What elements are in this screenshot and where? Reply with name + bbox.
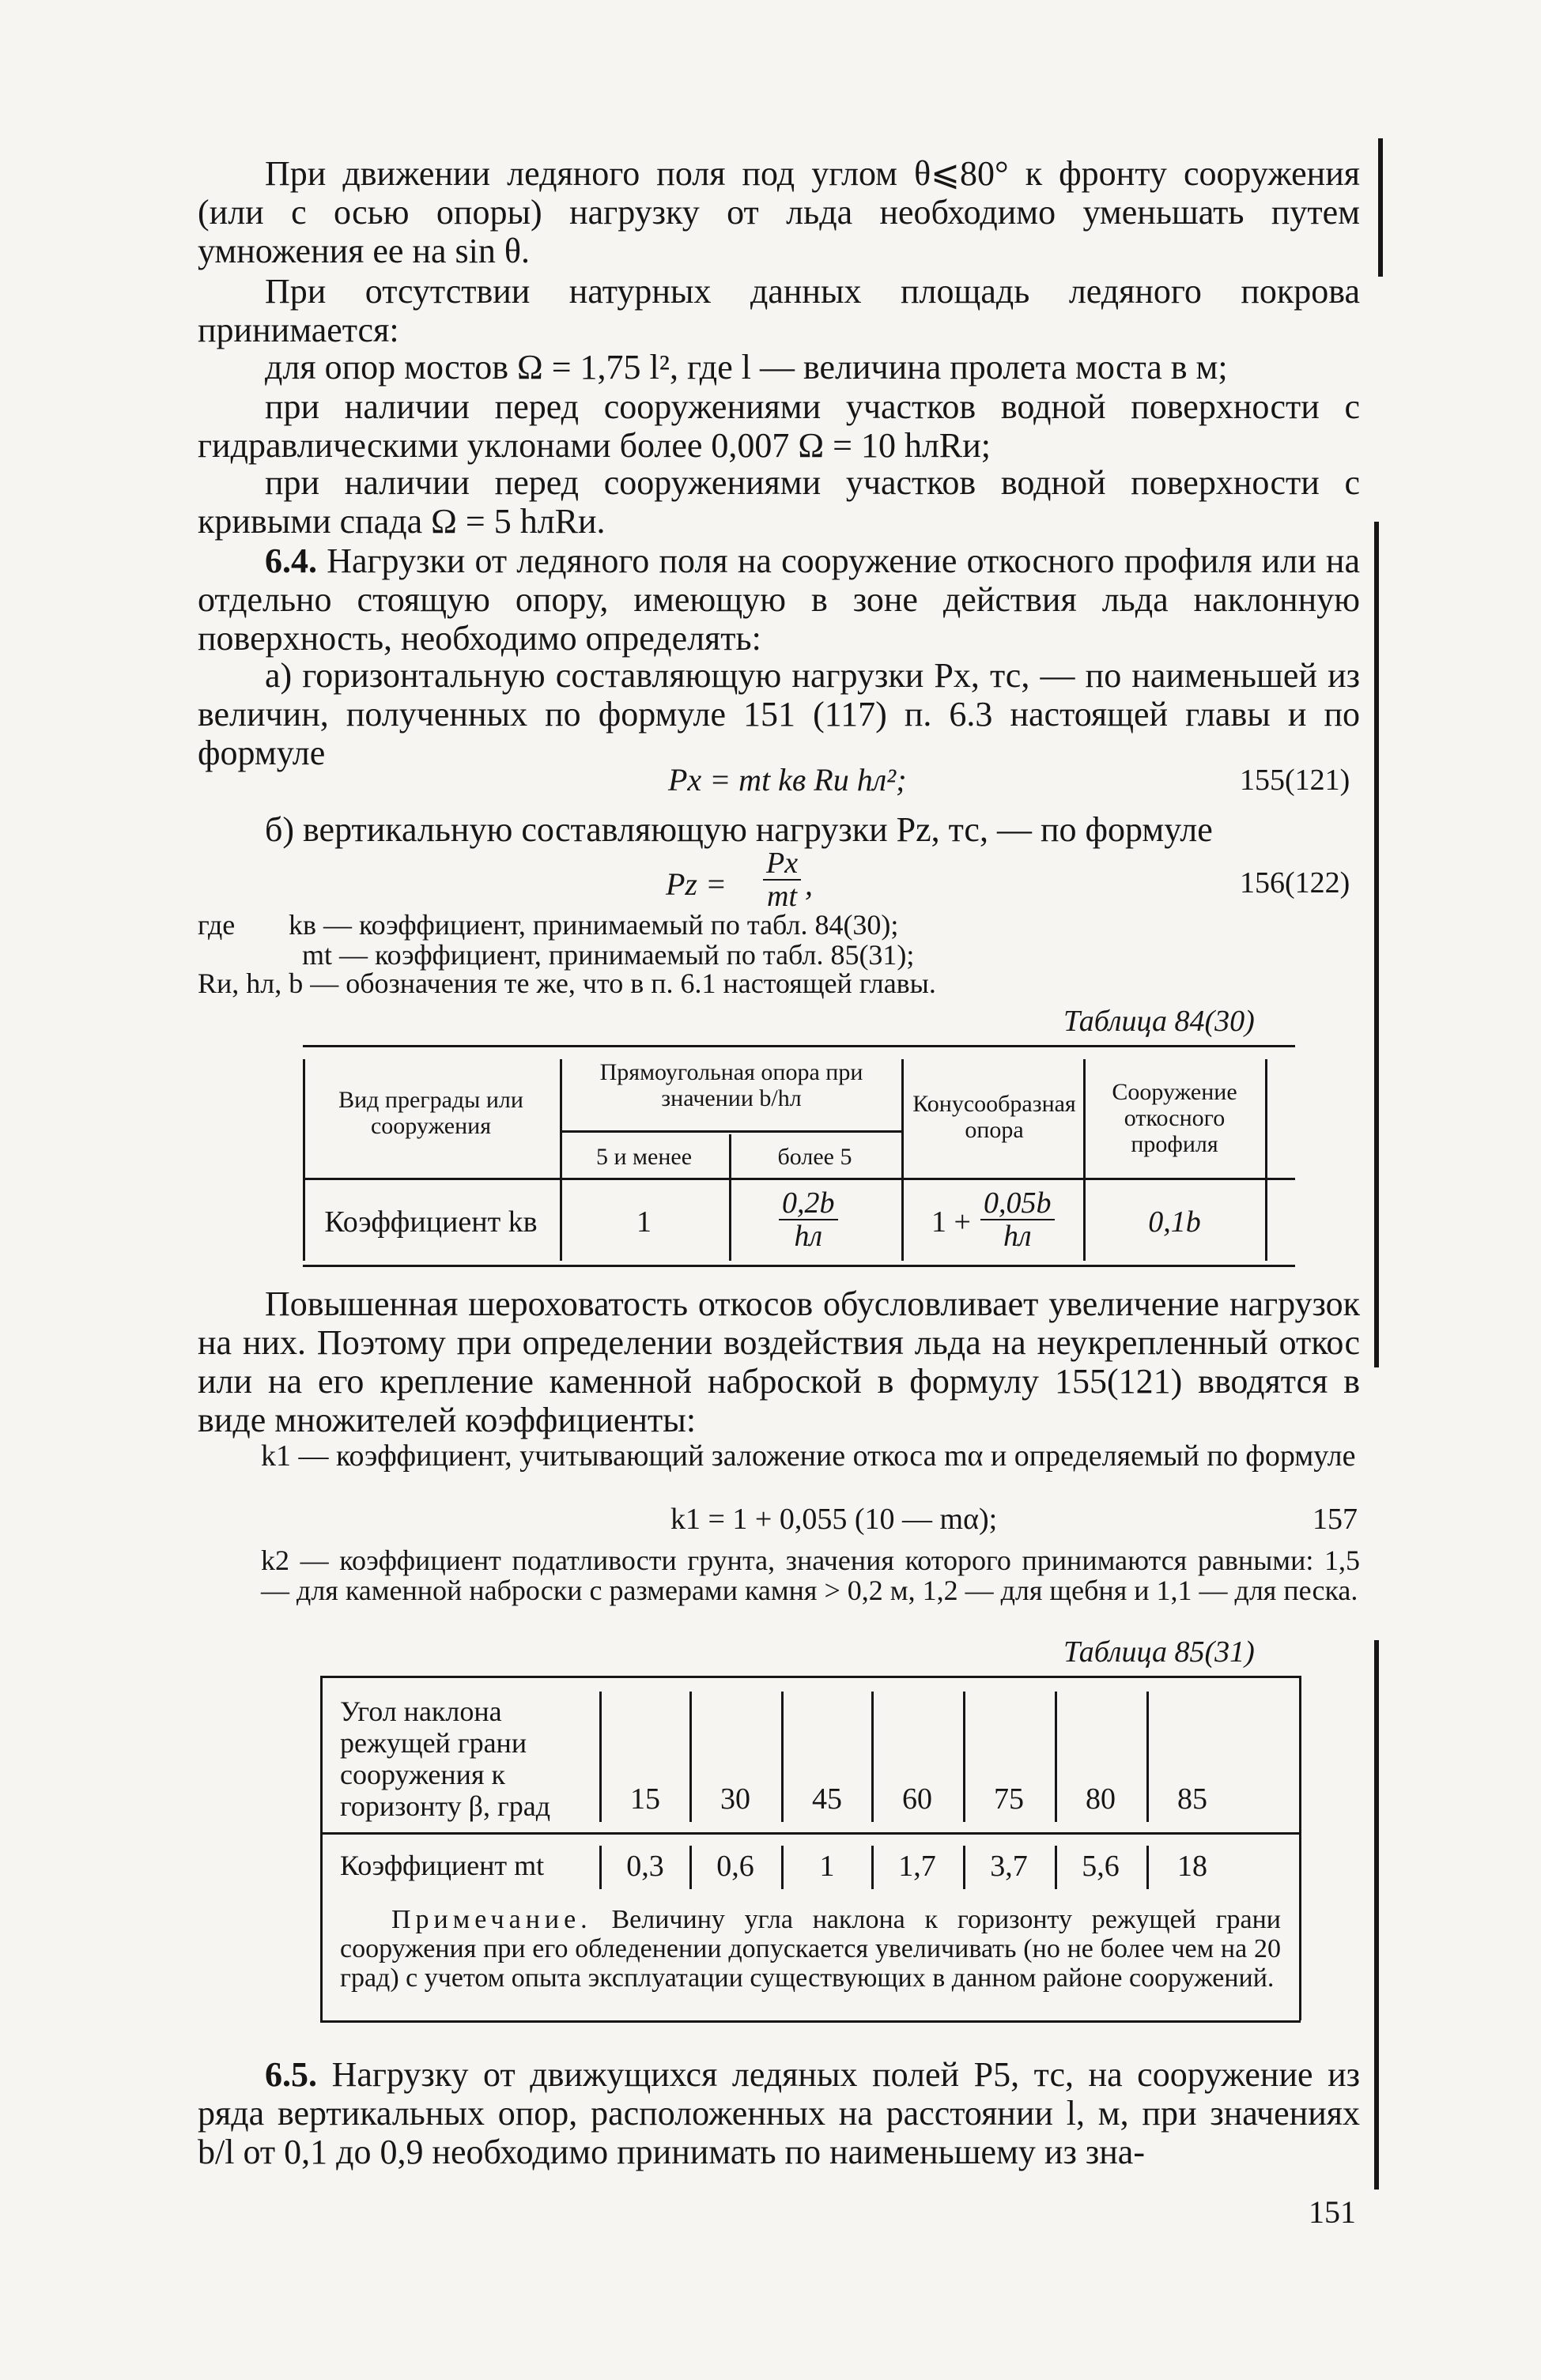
t84-header-gt5: более 5 xyxy=(777,1144,852,1170)
k2-definition: k2 — коэффициент податливости грунта, значения которого принимаются равными: 1,5 — для каменной наброски с размерами камня > 0,2 м, 1,2 — для щебня и 1,1 — для песка. xyxy=(261,1545,1360,1606)
t84-row-label: Коэффициент kв xyxy=(324,1205,538,1239)
paragraph-a: а) горизонтальную составляющую нагрузки Px, тс, — по наименьшей из величин, полученных по формуле 151 (117) п. 6.3 настоящей главы и по формуле xyxy=(198,656,1360,772)
formula-156-lhs: Pz = xyxy=(666,866,727,902)
t85-value: 0,6 xyxy=(716,1850,754,1883)
formula-156-fraction xyxy=(763,847,801,912)
t85-angle: 45 xyxy=(812,1782,842,1816)
section-text: Нагрузку от движущихся ледяных полей P5, тс, на сооружение из ряда вертикальных опор, расположенных на расстоянии l, м, при значениях b/l от 0,1 до 0,9 необходимо принимать по наименьшему из зна- xyxy=(198,2055,1361,2171)
formula-156-comma: , xyxy=(805,866,813,902)
t85-value: 1 xyxy=(819,1850,835,1883)
t84-value-slope: 0,1b xyxy=(1148,1205,1201,1239)
fraction-numerator: Px xyxy=(763,847,801,881)
t85-angle: 15 xyxy=(630,1782,660,1816)
t84-header-cone: Конусообразная опора xyxy=(912,1091,1076,1143)
formula-157: k1 = 1 + 0,055 (10 — mα); xyxy=(670,1503,998,1536)
paragraph-roughness: Повышенная шероховатость откосов обусловливает увеличение нагрузок на них. Поэтому при определении воздействия льда на неукрепленный откос или на его крепление каменной наброской в формулу 155(121) вводятся в виде множителей коэффициенты: xyxy=(198,1284,1360,1439)
section-number: 6.4. xyxy=(265,541,317,580)
t85-value: 18 xyxy=(1177,1850,1207,1883)
t84-gt5-denominator: hл xyxy=(794,1220,823,1253)
paragraph-curves: при наличии перед сооружениями участков водной поверхности с кривыми спада Ω = 5 hлRи. xyxy=(198,463,1360,541)
formula-157-number: 157 xyxy=(1312,1503,1358,1536)
t85-value: 3,7 xyxy=(990,1850,1028,1883)
t84-cone-prefix: 1 + xyxy=(931,1205,971,1239)
paragraph-hydraulic: при наличии перед сооружениями участков водной поверхности с гидравлическими уклонами более 0,007 Ω = 10 hлRи; xyxy=(198,387,1360,465)
note-head: Примечание. xyxy=(391,1905,592,1934)
t84-cone-numerator: 0,05b xyxy=(980,1187,1055,1220)
margin-bar-2 xyxy=(1374,522,1379,1367)
definition-r-h-b: Rи, hл, b — обозначения те же, что в п. 6.1 настоящей главы. xyxy=(198,967,936,999)
note-text: Величину угла наклона к горизонту режущей грани сооружения при его обледенении допускается увеличивать (но не более чем на 20 град) с учетом опыта эксплуатации существующих в данном районе сооружений. xyxy=(340,1905,1281,1993)
table-85-caption: Таблица 85(31) xyxy=(1063,1635,1255,1669)
paragraph-ice-angle: При движении ледяного поля под углом θ⩽80° к фронту сооружения (или с осью опоры) нагрузку от льда необходимо уменьшать путем умножения ее на sin θ. xyxy=(198,154,1360,270)
section-text: Нагрузки от ледяного поля на сооружение откосного профиля или на отдельно стоящую опору, имеющую в зоне действия льда наклонную поверхность, необходимо определять: xyxy=(198,541,1360,658)
t84-value-le5: 1 xyxy=(636,1205,652,1239)
t85-angle: 30 xyxy=(720,1782,750,1816)
t84-value-gt5 xyxy=(779,1187,838,1252)
t84-header-kind: Вид преграды или сооружения xyxy=(338,1087,523,1139)
paragraph-bridges: для опор мостов Ω = 1,75 l², где l — величина пролета моста в м; xyxy=(265,348,1228,387)
paragraph-ice-area: При отсутствии натурных данных площадь ледяного покрова принимается: xyxy=(198,272,1360,349)
section-number: 6.5. xyxy=(265,2055,317,2094)
section-6-4 xyxy=(198,541,1360,658)
margin-bar-1 xyxy=(1378,138,1383,277)
t85-row-label: Коэффициент mt xyxy=(340,1850,545,1881)
t84-header-rect: Прямоугольная опора при значении b/hл xyxy=(599,1059,863,1111)
where-label: где xyxy=(198,909,236,941)
t85-value: 1,7 xyxy=(898,1850,936,1883)
fraction-denominator: mt xyxy=(767,880,798,913)
margin-bar-3 xyxy=(1374,1640,1379,2190)
k1-definition: k1 — коэффициент, учитывающий заложение откоса mα и определяемый по формуле xyxy=(261,1439,1356,1473)
definition-kb: kв — коэффициент, принимаемый по табл. 84(30); xyxy=(289,909,899,941)
t85-value: 5,6 xyxy=(1082,1850,1120,1883)
definition-mt: mt — коэффициент, принимаемый по табл. 85(31); xyxy=(302,939,915,971)
t85-angle: 75 xyxy=(994,1782,1024,1816)
page-number: 151 xyxy=(1309,2194,1356,2230)
t85-header-label: Угол наклона режущей грани сооружения к горизонту β, град xyxy=(340,1695,551,1822)
t85-angle: 80 xyxy=(1086,1782,1116,1816)
paragraph-b: б) вертикальную составляющую нагрузки Pz, тс, — по формуле xyxy=(265,810,1213,849)
table-84-caption: Таблица 84(30) xyxy=(1063,1005,1255,1038)
formula-156-number: 156(122) xyxy=(1240,866,1350,900)
t84-header-le5: 5 и менее xyxy=(595,1144,693,1170)
t84-value-cone xyxy=(980,1187,1055,1252)
t85-value: 0,3 xyxy=(626,1850,664,1883)
formula-155-number: 155(121) xyxy=(1240,764,1350,797)
t84-cone-denominator: hл xyxy=(1003,1220,1032,1253)
t85-angle: 85 xyxy=(1177,1782,1207,1816)
t84-gt5-numerator: 0,2b xyxy=(779,1187,838,1220)
section-6-5 xyxy=(198,2055,1360,2171)
t84-header-slope: Сооружение откосного профиля xyxy=(1112,1079,1237,1157)
t85-note xyxy=(340,1905,1281,1993)
t85-angle: 60 xyxy=(902,1782,932,1816)
formula-155: Px = mt kв Rи hл²; xyxy=(668,762,907,798)
